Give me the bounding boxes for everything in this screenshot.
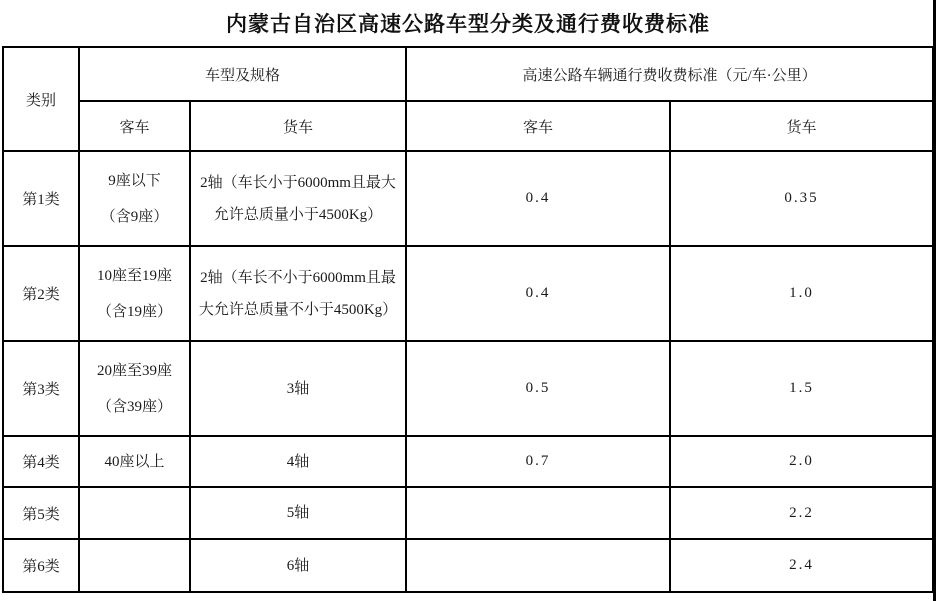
seats-line: 40座以上 xyxy=(104,453,165,470)
header-category: 类别 xyxy=(3,47,79,151)
category-cell: 第3类 xyxy=(3,341,79,436)
category-cell: 第5类 xyxy=(3,487,79,539)
truck-spec-cell xyxy=(190,539,406,592)
axle-line: 5轴 xyxy=(286,505,310,521)
seats-line: 9座以下 xyxy=(108,172,161,189)
table-row-class2 xyxy=(3,246,933,341)
truck-spec-cell xyxy=(190,246,406,341)
passenger-spec-cell xyxy=(79,539,190,592)
toll-table xyxy=(2,46,934,593)
page-title: 内蒙古自治区高速公路车型分类及通行费收费标准 xyxy=(226,13,710,36)
table-row-class5 xyxy=(3,487,933,539)
seats-line: （含9座） xyxy=(100,208,169,225)
passenger-fee-cell xyxy=(406,539,670,592)
truck-spec-cell xyxy=(190,436,406,487)
category-cell: 第2类 xyxy=(3,246,79,341)
category-cell: 第4类 xyxy=(3,436,79,487)
axle-line: 2轴（车长不小于6000mm且最 xyxy=(200,269,396,286)
table-row-class1 xyxy=(3,151,933,246)
table-row-class6 xyxy=(3,539,933,592)
axle-line: 允许总质量小于4500Kg） xyxy=(213,206,383,223)
table-row-class3 xyxy=(3,341,933,436)
passenger-fee-cell: 0.7 xyxy=(406,436,670,487)
axle-line: 大允许总质量不小于4500Kg） xyxy=(198,301,398,318)
axle-line: 4轴 xyxy=(286,453,310,470)
truck-spec-cell xyxy=(190,151,406,246)
passenger-fee-cell: 0.5 xyxy=(406,341,670,436)
passenger-spec-cell xyxy=(79,436,190,487)
header-spec-passenger: 客车 xyxy=(79,101,190,151)
seats-line: 20座至39座 xyxy=(96,362,172,379)
seats-line: （含19座） xyxy=(96,303,172,320)
header-row-groups xyxy=(3,47,933,101)
truck-fee-cell: 2.4 xyxy=(670,539,933,592)
category-cell: 第1类 xyxy=(3,151,79,246)
passenger-spec-cell xyxy=(79,246,190,341)
header-spec-group: 车型及规格 xyxy=(79,47,406,101)
axle-line: 3轴 xyxy=(286,380,310,397)
axle-line: 2轴（车长小于6000mm且最大 xyxy=(200,174,396,191)
category-cell: 第6类 xyxy=(3,539,79,592)
truck-fee-cell: 2.0 xyxy=(670,436,933,487)
seats-line: （含39座） xyxy=(96,398,172,415)
truck-spec-cell xyxy=(190,487,406,539)
header-row-subcolumns xyxy=(3,101,933,151)
passenger-spec-cell xyxy=(79,487,190,539)
passenger-spec-cell xyxy=(79,341,190,436)
header-fee-passenger: 客车 xyxy=(406,101,670,151)
passenger-fee-cell: 0.4 xyxy=(406,246,670,341)
passenger-fee-cell: 0.4 xyxy=(406,151,670,246)
truck-fee-cell: 1.5 xyxy=(670,341,933,436)
passenger-spec-cell xyxy=(79,151,190,246)
truck-fee-cell: 0.35 xyxy=(670,151,933,246)
table-row-class4 xyxy=(3,436,933,487)
passenger-fee-cell xyxy=(406,487,670,539)
header-fee-group: 高速公路车辆通行费收费标准（元/车·公里） xyxy=(406,47,933,101)
header-fee-truck: 货车 xyxy=(670,101,933,151)
seats-line: 10座至19座 xyxy=(96,267,172,284)
truck-fee-cell: 1.0 xyxy=(670,246,933,341)
header-spec-truck: 货车 xyxy=(190,101,406,151)
truck-spec-cell xyxy=(190,341,406,436)
truck-fee-cell: 2.2 xyxy=(670,487,933,539)
axle-line: 6轴 xyxy=(286,557,310,574)
